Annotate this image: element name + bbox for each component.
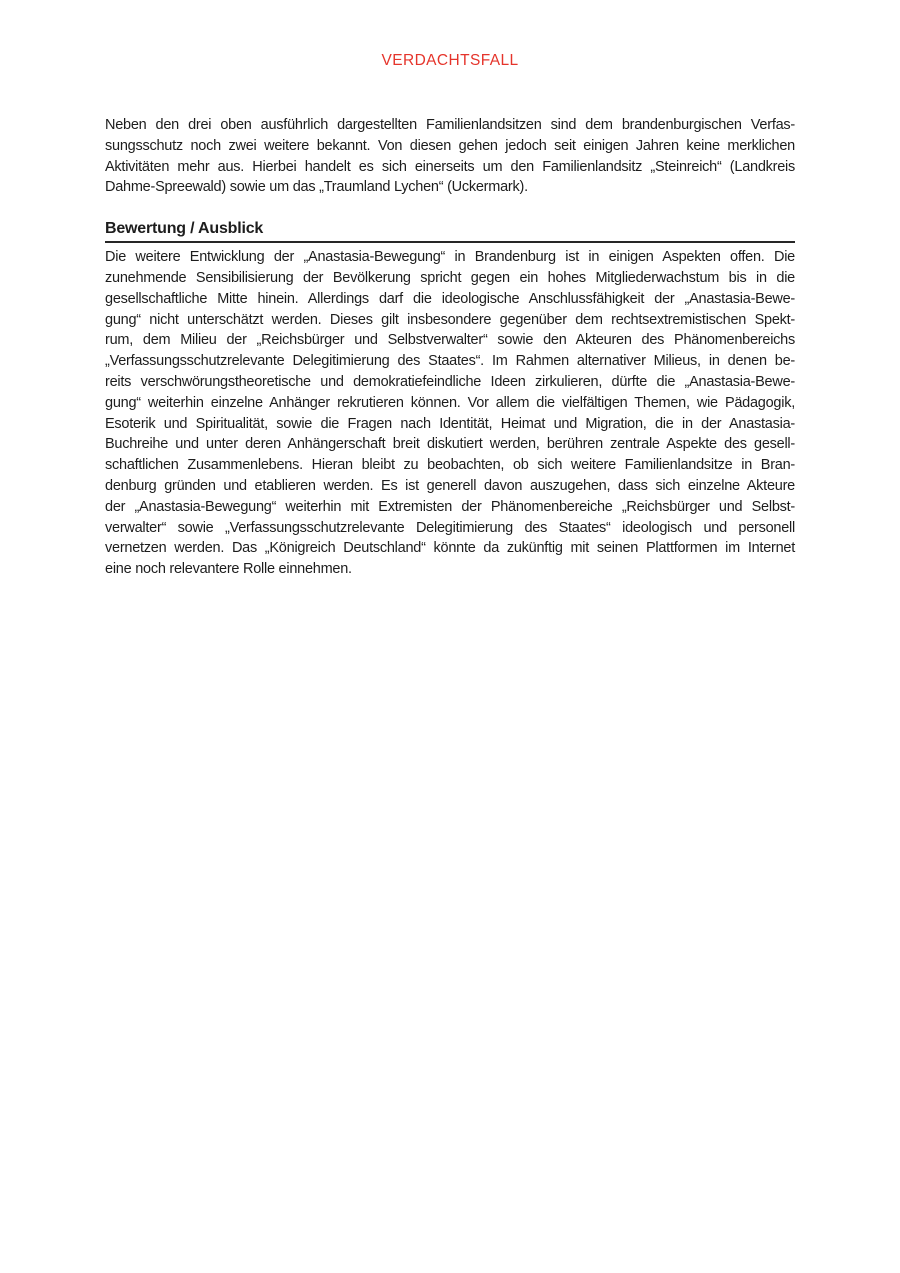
text-line: Die weitere Entwicklung der „Anastasia-Bewegung“ in Brandenburg ist in einigen Aspekten offen. Die: [105, 249, 795, 266]
section-heading-bewertung-ausblick: Bewertung / Ausblick: [105, 220, 795, 243]
text-line: verwalter“ sowie „Verfassungsschutzrelevante Delegitimierung des Staates“ ideologisch und personell: [105, 519, 795, 536]
text-line: rum, dem Milieu der „Reichsbürger und Selbstverwalter“ sowie den Akteuren des Phänomenbereichs: [105, 332, 795, 349]
assessment-paragraph: [105, 247, 795, 580]
intro-paragraph: [105, 115, 795, 198]
text-line: schaftlichen Zusammenlebens. Hieran bleibt zu beobachten, ob sich weitere Familienlandsitze in Bran-: [105, 457, 795, 474]
text-line: sungsschutz noch zwei weitere bekannt. Von diesen gehen jedoch seit einigen Jahren keine merklichen: [105, 137, 795, 154]
text-line: Neben den drei oben ausführlich dargestellten Familienlandsitzen sind dem brandenburgischen Verfas-: [105, 117, 795, 133]
text-line: gesellschaftliche Mitte hinein. Allerdings darf die ideologische Anschlussfähigkeit der „Anastasia-Bewe-: [105, 290, 795, 307]
text-line: gung“ weiterhin einzelne Anhänger rekrutieren können. Vor allem die vielfältigen Themen, wie Pädagogik,: [105, 394, 795, 411]
text-line: Esoterik und Spiritualität, sowie die Fragen nach Identität, Heimat und Migration, die in der Anastasia-: [105, 415, 795, 432]
text-line: Buchreihe und unter deren Anhängerschaft breit diskutiert werden, berühren zentrale Aspekte des gesell-: [105, 436, 795, 453]
text-line: denburg gründen und etablieren werden. Es ist generell davon auszugehen, dass sich einzelne Akteure: [105, 477, 795, 494]
classification-header: VERDACHTSFALL: [381, 52, 519, 69]
text-line: reits verschwörungstheoretische und demokratiefeindliche Ideen zirkulieren, dürfte die „Anastasia-Bewe-: [105, 373, 795, 390]
text-line: gung“ nicht unterschätzt werden. Dieses gilt insbesondere gegenüber dem rechtsextremistischen Spekt-: [105, 311, 795, 328]
text-line: zunehmende Sensibilisierung der Bevölkerung spricht gegen ein hohes Mitgliederwachstum bis in die: [105, 269, 795, 286]
text-line: Aktivitäten mehr aus. Hierbei handelt es sich einerseits um den Familienlandsitz „Steinreich“ (Landkreis: [105, 158, 795, 175]
text-line: der „Anastasia-Bewegung“ weiterhin mit Extremisten der Phänomenbereiche „Reichsbürger und Selbst-: [105, 498, 795, 515]
text-line: eine noch relevantere Rolle einnehmen.: [105, 561, 352, 578]
text-line: „Verfassungsschutzrelevante Delegitimierung des Staates“. Im Rahmen alternativer Milieus, in denen be-: [105, 353, 795, 370]
text-line: Dahme-Spreewald) sowie um das „Traumland Lychen“ (Uckermark).: [105, 179, 528, 196]
text-line: vernetzen werden. Das „Königreich Deutschland“ könnte da zukünftig mit seinen Plattformen im Internet: [105, 540, 795, 557]
